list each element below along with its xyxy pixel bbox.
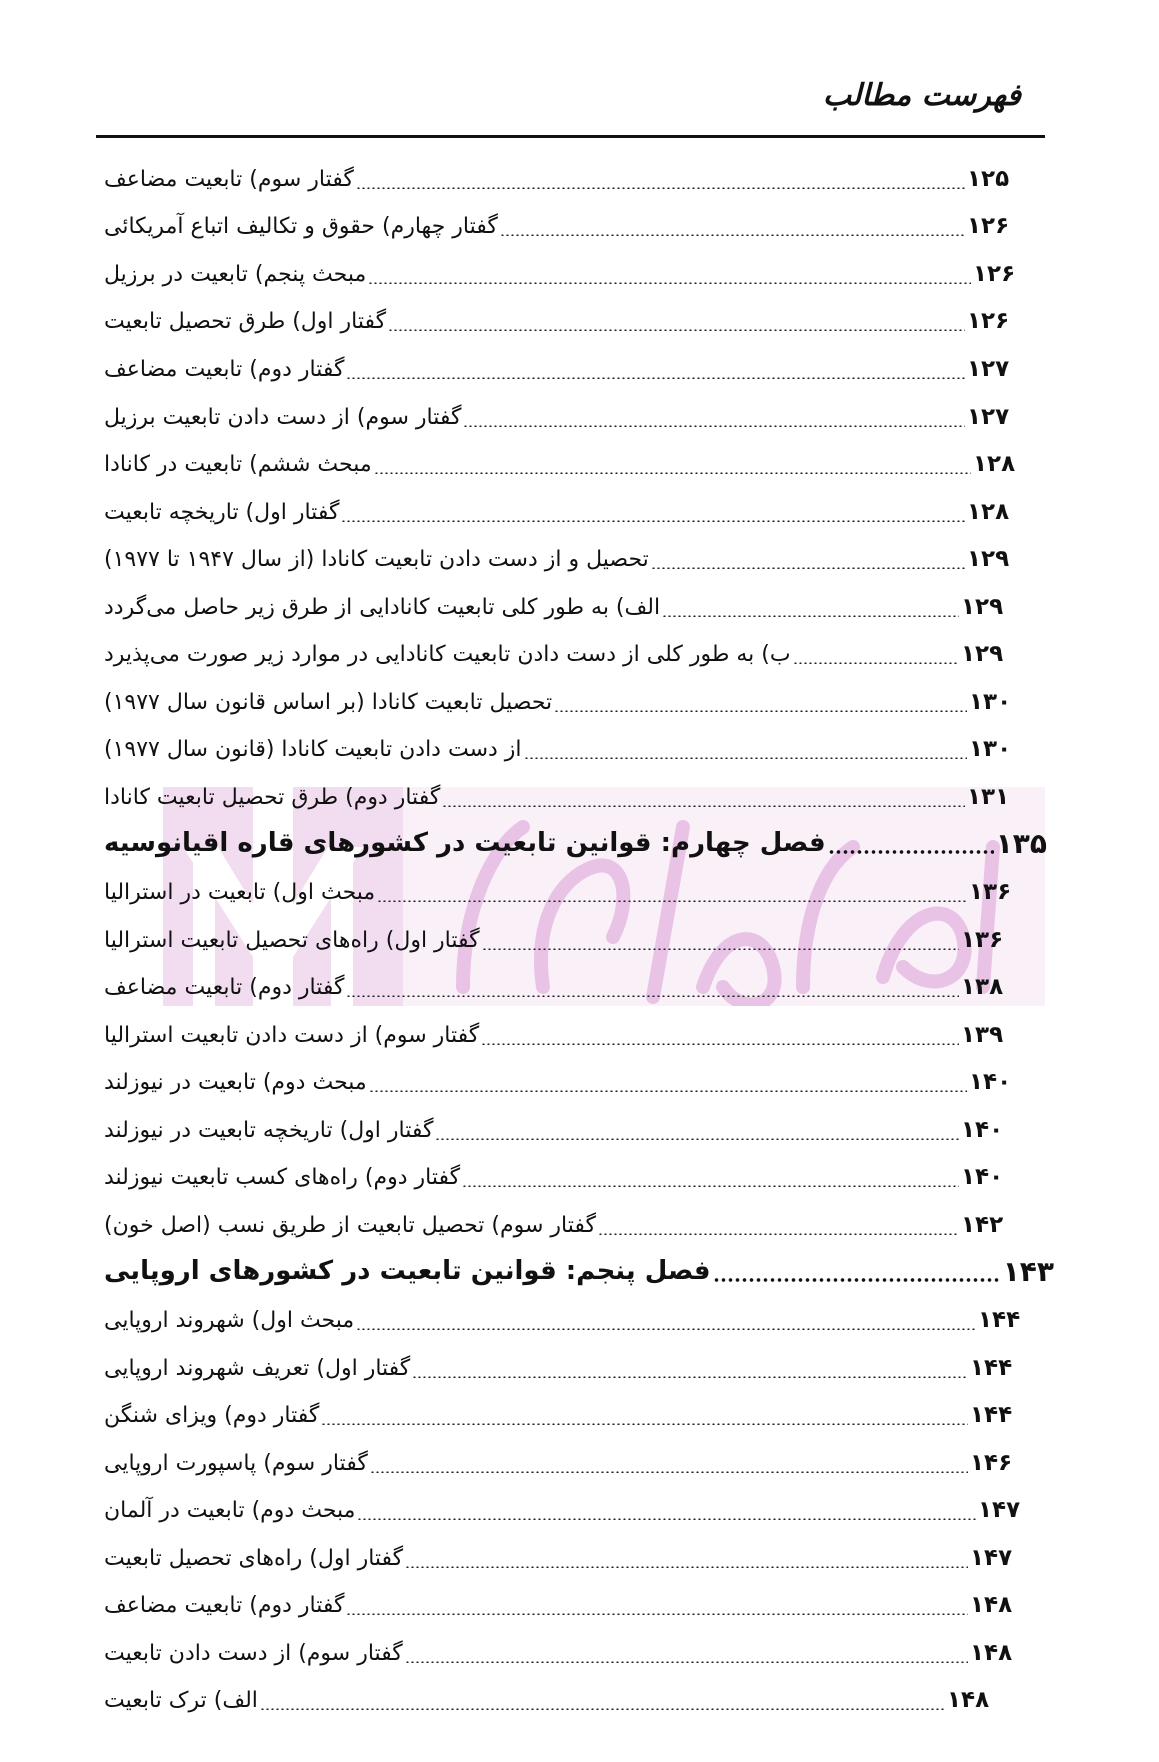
toc-entry-page: ۱۲۶ <box>967 308 1010 334</box>
toc-entry-title: مبحث ششم) تابعیت در کانادا <box>104 451 372 477</box>
dot-leader <box>405 1661 968 1663</box>
toc-entry[interactable] <box>100 727 1017 771</box>
dot-leader <box>346 377 965 379</box>
toc-entry-title: گفتار سوم) از دست دادن تابعیت برزیل <box>104 404 462 430</box>
dot-leader <box>482 948 959 950</box>
dot-leader <box>321 1423 968 1425</box>
toc-entry-title: مبحث دوم) تابعیت در نیوزلند <box>104 1069 367 1095</box>
toc-entry-title: گفتار دوم) طرق تحصیل تابعیت کانادا <box>104 784 441 810</box>
toc-entry-title: گفتار اول) تاریخچه تابعیت در نیوزلند <box>104 1117 434 1143</box>
toc-entry-page: ۱۲۸ <box>967 499 1010 525</box>
dot-leader <box>341 520 965 522</box>
toc-entry-page: ۱۴۰ <box>961 1164 1004 1190</box>
toc-entry[interactable] <box>100 1155 1009 1199</box>
dot-leader <box>554 710 967 712</box>
dot-leader <box>377 900 967 902</box>
toc-entry[interactable] <box>100 537 1015 581</box>
toc-entry[interactable] <box>100 680 1017 724</box>
toc-entry-page: ۱۴۰ <box>961 1117 1004 1143</box>
toc-entry-title: گفتار اول) تاریخچه تابعیت <box>104 499 340 525</box>
toc-entry-page: ۱۳۱ <box>967 784 1010 810</box>
toc-entry-title: از دست دادن تابعیت کانادا (قانون سال ۱۹۷۷) <box>104 736 522 762</box>
toc-entry[interactable] <box>100 204 1015 248</box>
toc-entry[interactable] <box>100 442 1021 486</box>
toc-entry[interactable] <box>100 395 1015 439</box>
toc-entry-title: گفتار سوم) تحصیل تابعیت از طریق نسب (اصل خون) <box>104 1212 596 1238</box>
dot-leader <box>481 1043 959 1045</box>
toc-entry-title: گفتار سوم) تابعیت مضاعف <box>104 166 354 192</box>
toc-entry-title: گفتار دوم) ویزای شنگن <box>104 1402 320 1428</box>
dot-leader <box>435 1138 959 1140</box>
toc-entry-title: الف) ترک تابعیت <box>104 1687 258 1713</box>
toc-entry-title: گفتار دوم) تابعیت مضاعف <box>104 1592 345 1618</box>
toc-entry-page: ۱۲۶ <box>967 213 1010 239</box>
dot-leader <box>260 1708 945 1710</box>
toc-entry-page: ۱۴۴ <box>978 1307 1021 1333</box>
dot-leader <box>662 615 959 617</box>
toc-entry[interactable] <box>100 157 1015 201</box>
toc-entry-page: ۱۴۷ <box>970 1545 1013 1571</box>
toc-entry-title: گفتار اول) راه‌های تحصیل تابعیت <box>104 1545 404 1571</box>
toc-entry-page: ۱۴۲ <box>961 1212 1004 1238</box>
page-title: فهرست مطالب <box>822 78 1021 113</box>
toc-entry-title: گفتار سوم) از دست دادن تابعیت استرالیا <box>104 1022 480 1048</box>
dot-leader <box>500 234 965 236</box>
toc-entry[interactable] <box>100 490 1015 534</box>
toc-entry-title: مبحث اول) شهروند اروپایی <box>104 1307 355 1333</box>
toc-entry-page: ۱۲۷ <box>967 356 1010 382</box>
toc-entry-title: گفتار دوم) تابعیت مضاعف <box>104 974 345 1000</box>
toc-entry[interactable] <box>100 1441 1018 1485</box>
dot-leader <box>357 1518 976 1520</box>
toc-entry[interactable] <box>100 918 1009 962</box>
dot-leader <box>346 995 959 997</box>
dot-leader <box>368 282 971 284</box>
toc-entry[interactable] <box>100 252 1021 296</box>
toc-entry[interactable] <box>100 1393 1018 1437</box>
toc-entry-page: ۱۲۸ <box>973 451 1016 477</box>
toc-entry-page: ۱۳۰ <box>969 689 1012 715</box>
toc-entry-page: ۱۳۵ <box>995 826 1047 860</box>
toc-entry-page: ۱۳۸ <box>961 974 1004 1000</box>
toc-entry-page: ۱۳۰ <box>969 736 1012 762</box>
dot-leader <box>412 1376 968 1378</box>
toc-entry-page: ۱۴۰ <box>969 1069 1012 1095</box>
toc-entry[interactable] <box>100 299 1015 343</box>
dot-leader <box>346 1613 968 1615</box>
dot-leader <box>598 1233 959 1235</box>
toc-entry-page: ۱۴۴ <box>970 1355 1013 1381</box>
toc-entry-page: ۱۳۹ <box>961 1022 1004 1048</box>
toc-entry-page: ۱۴۸ <box>947 1687 990 1713</box>
toc-entry-title: گفتار سوم) پاسپورت اروپایی <box>104 1450 368 1476</box>
toc-entry-page: ۱۴۸ <box>970 1640 1013 1666</box>
toc-entry[interactable] <box>100 1488 1026 1532</box>
toc-entry-page: ۱۲۵ <box>967 166 1010 192</box>
toc-entry[interactable] <box>100 347 1015 391</box>
dot-leader <box>369 1090 967 1092</box>
toc-entry-page: ۱۴۷ <box>978 1497 1021 1523</box>
dot-leader <box>524 757 967 759</box>
dot-leader <box>651 567 965 569</box>
dot-leader <box>462 1185 959 1187</box>
toc-entry-page: ۱۳۶ <box>969 879 1012 905</box>
toc-entry[interactable] <box>100 1060 1017 1104</box>
toc-entry-title: مبحث دوم) تابعیت در آلمان <box>104 1497 356 1523</box>
toc-entry-page: ۱۲۹ <box>961 594 1004 620</box>
toc-entry-title: گفتار اول) طرق تحصیل تابعیت <box>104 308 387 334</box>
toc-entry-title: گفتار اول) تعریف شهروند اروپایی <box>104 1355 411 1381</box>
toc-entry[interactable] <box>100 1678 995 1722</box>
dot-leader <box>356 187 965 189</box>
toc-chapter-heading[interactable] <box>100 1249 1054 1293</box>
dot-leader <box>713 1278 1001 1282</box>
toc-entry-title: تحصیل تابعیت کانادا (بر اساس قانون سال ۱۹۷۷) <box>104 689 553 715</box>
toc-entry-title: ب) به طور کلی از دست دادن تابعیت کانادایی در موارد زیر صورت می‌پذیرد <box>104 641 791 667</box>
dot-leader <box>793 662 959 664</box>
toc-entry[interactable] <box>100 1583 1018 1627</box>
toc-entry-page: ۱۲۹ <box>961 641 1004 667</box>
toc-chapter-heading[interactable] <box>100 821 1047 865</box>
toc-entry-title: گفتار سوم) از دست دادن تابعیت <box>104 1640 403 1666</box>
dot-leader <box>370 1471 968 1473</box>
toc-entry-title: تحصیل و از دست دادن تابعیت کانادا (از سال ۱۹۴۷ تا ۱۹۷۷) <box>104 546 649 572</box>
toc-entry[interactable] <box>100 775 1015 819</box>
toc-entry-title: گفتار دوم) تابعیت مضاعف <box>104 356 345 382</box>
toc-entry[interactable] <box>100 965 1009 1009</box>
dot-leader <box>388 329 965 331</box>
toc-entry-page: ۱۲۹ <box>967 546 1010 572</box>
toc-entry-title: گفتار اول) راه‌های تحصیل تابعیت استرالیا <box>104 927 480 953</box>
toc-entry[interactable] <box>100 632 1009 676</box>
dot-leader <box>374 472 971 474</box>
toc-entry-title: مبحث اول) تابعیت در استرالیا <box>104 879 376 905</box>
toc-entry[interactable] <box>100 1631 1018 1675</box>
dot-leader <box>463 425 965 427</box>
toc-entry[interactable] <box>100 870 1017 914</box>
toc-entry[interactable] <box>100 1536 1018 1580</box>
toc-entry[interactable] <box>100 1298 1026 1342</box>
toc-entry-title: مبحث پنجم) تابعیت در برزیل <box>104 261 367 287</box>
toc-entry[interactable] <box>100 585 1009 629</box>
toc-entry-title: فصل چهارم: قوانین تابعیت در کشورهای قاره اقیانوسیه <box>104 828 826 858</box>
toc-entry[interactable] <box>100 1346 1018 1390</box>
toc-entry-page: ۱۴۴ <box>970 1402 1013 1428</box>
dot-leader <box>356 1328 976 1330</box>
toc-entry-page: ۱۴۳ <box>1002 1254 1054 1288</box>
toc-entry-page: ۱۲۶ <box>973 261 1016 287</box>
toc-entry-page: ۱۴۶ <box>970 1450 1013 1476</box>
toc-entry[interactable] <box>100 1108 1009 1152</box>
toc-entry-page: ۱۴۸ <box>970 1592 1013 1618</box>
dot-leader <box>405 1566 968 1568</box>
toc-entry[interactable] <box>100 1013 1009 1057</box>
toc-entry-title: الف) به طور کلی تابعیت کانادایی از طرق زیر حاصل می‌گردد <box>104 594 661 620</box>
toc-entry-page: ۱۲۷ <box>967 404 1010 430</box>
dot-leader <box>442 805 965 807</box>
dot-leader <box>828 850 994 854</box>
toc-entry[interactable] <box>100 1203 1009 1247</box>
toc-entry-title: گفتار دوم) راه‌های کسب تابعیت نیوزلند <box>104 1164 461 1190</box>
toc-entry-title: گفتار چهارم) حقوق و تکالیف اتباع آمریکائی <box>104 213 498 239</box>
toc-entry-title: فصل پنجم: قوانین تابعیت در کشورهای اروپایی <box>104 1256 711 1286</box>
toc-entry-page: ۱۳۶ <box>961 927 1004 953</box>
